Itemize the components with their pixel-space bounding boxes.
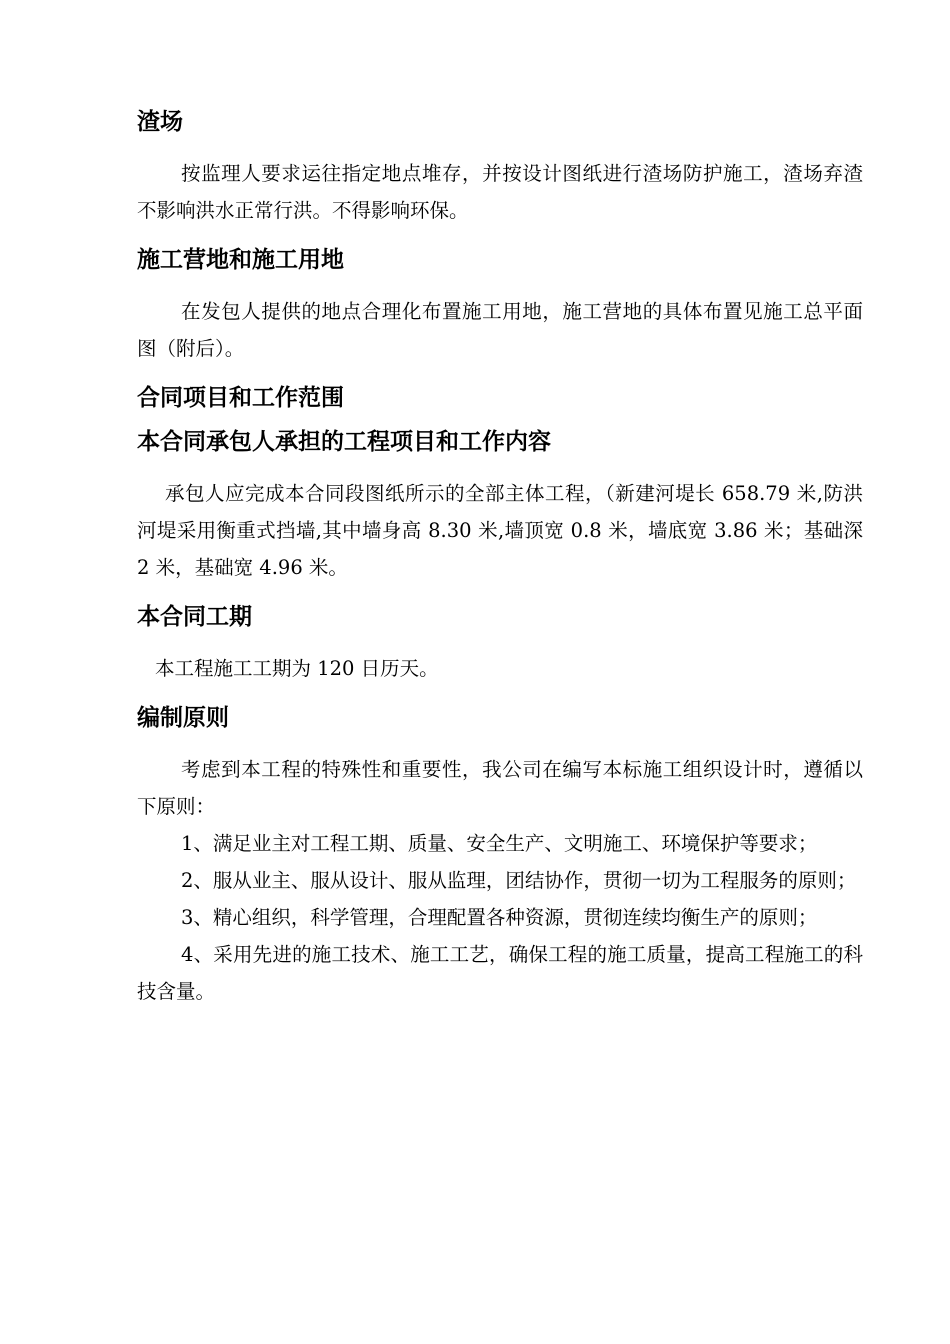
document-body — [137, 103, 863, 1010]
section-heading-principles: 编制原则 — [137, 705, 229, 731]
section-heading-contractor-work: 本合同承包人承担的工程项目和工作内容 — [137, 429, 551, 455]
list-item-principle-3: 3、精心组织，科学管理，合理配置各种资源，贯彻连续均衡生产的原则； — [181, 906, 818, 929]
paragraph-contractor-work: 承包人应完成本合同段图纸所示的全部主体工程，（新建河堤长 658.79 米,防洪河堤采用衡重式挡墙,其中墙身高 8.30 米,墙顶宽 0.8 米，墙底宽 3.86 米；基础深 2 米，基础宽 4.96 米。 — [137, 482, 863, 579]
paragraph-principles-intro: 考虑到本工程的特殊性和重要性，我公司在编写本标施工组织设计时，遵循以下原则： — [137, 758, 863, 818]
paragraph-camp-and-land: 在发包人提供的地点合理化布置施工用地，施工营地的具体布置见施工总平面图（附后）。 — [137, 300, 863, 360]
section-heading-contract-period: 本合同工期 — [137, 604, 252, 630]
paragraph-slag-yard: 按监理人要求运往指定地点堆存，并按设计图纸进行渣场防护施工，渣场弃渣不影响洪水正常行洪。不得影响环保。 — [137, 162, 863, 222]
list-item-principle-4: 4、采用先进的施工技术、施工工艺，确保工程的施工质量，提高工程施工的科技含量。 — [137, 943, 863, 1003]
list-item-principle-1: 1、满足业主对工程工期、质量、安全生产、文明施工、环境保护等要求； — [181, 832, 818, 855]
section-heading-contract-scope: 合同项目和工作范围 — [137, 385, 344, 411]
section-heading-camp-and-land: 施工营地和施工用地 — [137, 247, 344, 273]
paragraph-contract-period: 本工程施工工期为 120 日历天。 — [155, 657, 439, 680]
list-item-principle-2: 2、服从业主、服从设计、服从监理，团结协作，贯彻一切为工程服务的原则； — [181, 869, 857, 892]
section-heading-slag-yard: 渣场 — [137, 109, 183, 135]
